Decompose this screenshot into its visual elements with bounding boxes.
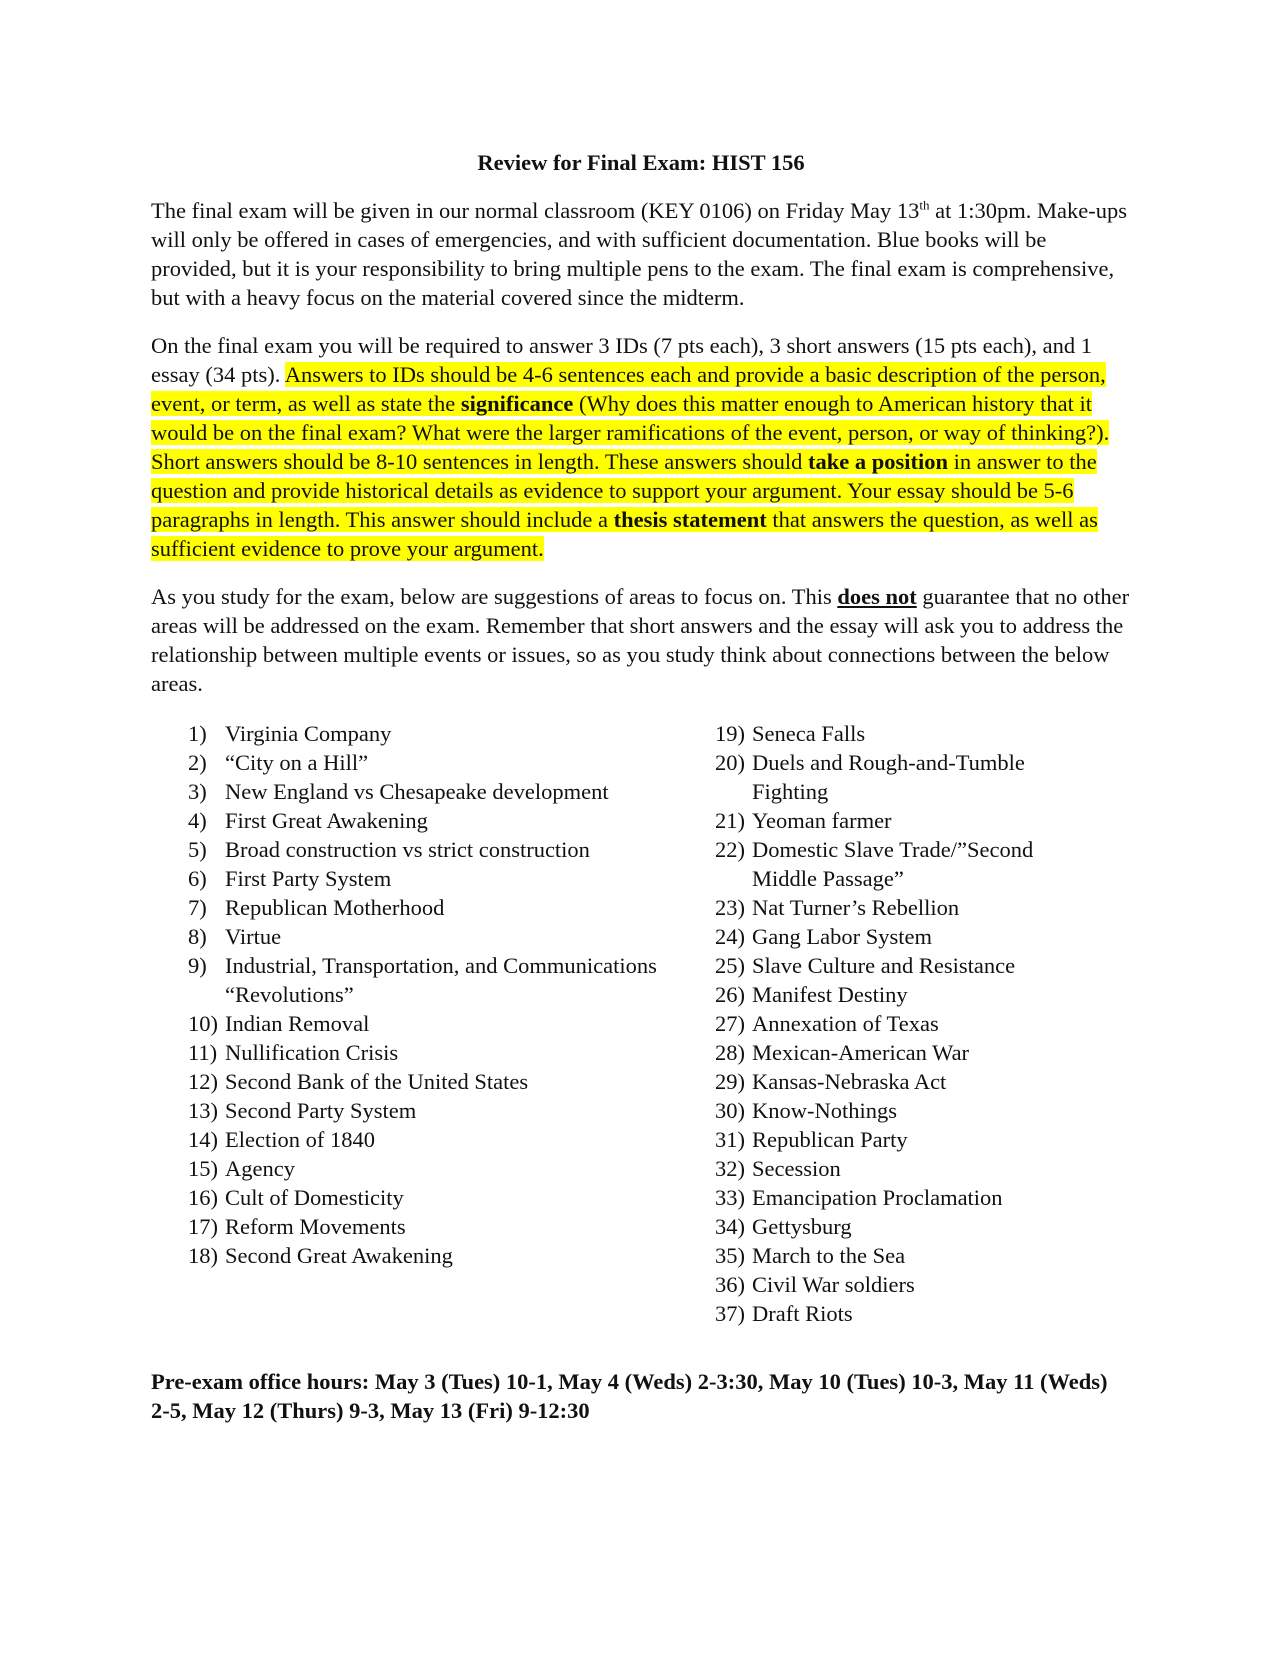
topic-number: 1)	[188, 721, 207, 746]
format-highlight-3: in answer to the question and provide historical details as evidence to support your argument. Your essay should be 5-6 paragraphs in length. This answer should include a	[151, 449, 1097, 532]
topic-label: Second Bank of the United States	[225, 1069, 529, 1094]
topic-item	[188, 951, 715, 1009]
topic-label: Reform Movements	[225, 1214, 406, 1239]
topic-item	[715, 893, 1095, 922]
topic-label: Broad construction vs strict construction	[225, 837, 590, 862]
topic-item	[715, 1299, 1095, 1328]
topic-item	[715, 806, 1095, 835]
topic-number: 20)	[715, 750, 745, 775]
document-page	[151, 148, 1131, 1448]
topic-number: 21)	[715, 808, 745, 833]
topic-item	[715, 1212, 1095, 1241]
topic-label: Manifest Destiny	[752, 982, 908, 1007]
format-highlight-1: Answers to IDs should be 4-6 sentences each and provide a basic description of the person, event, or term, as well as state the	[151, 362, 1106, 416]
topic-item	[715, 748, 1095, 806]
topic-label: Gang Labor System	[752, 924, 932, 949]
topic-item	[188, 864, 715, 893]
significance-emphasis: significance	[460, 391, 574, 416]
topic-label: Civil War soldiers	[752, 1272, 915, 1297]
study-guidance-paragraph	[151, 582, 1131, 698]
topic-item	[715, 719, 1095, 748]
topic-label: “City on a Hill”	[225, 750, 369, 775]
topic-number: 8)	[188, 924, 207, 949]
topic-number: 28)	[715, 1040, 745, 1065]
topic-number: 25)	[715, 953, 745, 978]
topic-label: Gettysburg	[752, 1214, 852, 1239]
format-text-plain: On the final exam you will be required to answer 3 IDs (7 pts each), 3 short answers (15 pts each), and 1 essay (34 pts).	[151, 333, 1092, 387]
topic-item	[715, 1038, 1095, 1067]
page-title: Review for Final Exam: HIST 156	[477, 150, 805, 175]
topic-item	[188, 719, 715, 748]
topic-item	[715, 1270, 1095, 1299]
topic-label: Cult of Domesticity	[225, 1185, 404, 1210]
thesis-statement-emphasis: thesis statement	[613, 507, 767, 532]
topic-number: 9)	[188, 953, 207, 978]
format-highlight-2: (Why does this matter enough to American history that it would be on the final exam? What were the larger ramifications of the event, person, or way of thinking?). Short answers should be 8-10 sentences in length. These answers should	[151, 391, 1110, 474]
topic-number: 15)	[188, 1156, 218, 1181]
topic-number: 33)	[715, 1185, 745, 1210]
topic-number: 7)	[188, 895, 207, 920]
topic-list-left	[151, 719, 715, 1328]
topic-label: Industrial, Transportation, and Communications “Revolutions”	[225, 953, 657, 1007]
topic-label: First Party System	[225, 866, 392, 891]
topic-item	[188, 893, 715, 922]
topic-label: Second Party System	[225, 1098, 417, 1123]
topic-number: 30)	[715, 1098, 745, 1123]
topic-label: Annexation of Texas	[752, 1011, 939, 1036]
topic-label: Nat Turner’s Rebellion	[752, 895, 960, 920]
topic-label: Slave Culture and Resistance	[752, 953, 1016, 978]
topic-item	[715, 922, 1095, 951]
topic-number: 4)	[188, 808, 207, 833]
topic-number: 3)	[188, 779, 207, 804]
topic-item	[188, 1096, 715, 1125]
topic-number: 6)	[188, 866, 207, 891]
topic-item	[188, 806, 715, 835]
topic-number: 37)	[715, 1301, 745, 1326]
topic-number: 26)	[715, 982, 745, 1007]
topic-label: Seneca Falls	[752, 721, 866, 746]
topic-item	[188, 1183, 715, 1212]
topic-label: Emancipation Proclamation	[752, 1185, 1003, 1210]
exam-logistics-paragraph	[151, 196, 1131, 312]
topic-number: 24)	[715, 924, 745, 949]
topic-item	[715, 1154, 1095, 1183]
topic-item	[715, 1183, 1095, 1212]
topic-item	[715, 835, 1095, 893]
topic-label: New England vs Chesapeake development	[225, 779, 609, 804]
topic-list-columns	[151, 719, 1131, 1328]
topic-number: 18)	[188, 1243, 218, 1268]
topic-label: March to the Sea	[752, 1243, 906, 1268]
topic-item	[715, 1241, 1095, 1270]
take-position-emphasis: take a position	[807, 449, 949, 474]
topic-number: 14)	[188, 1127, 218, 1152]
topic-item	[715, 1125, 1095, 1154]
topic-item	[715, 1067, 1095, 1096]
topic-item	[715, 951, 1095, 980]
topic-item	[188, 835, 715, 864]
topic-number: 31)	[715, 1127, 745, 1152]
exam-format-paragraph	[151, 331, 1131, 563]
topic-number: 22)	[715, 837, 745, 862]
topic-number: 27)	[715, 1011, 745, 1036]
topic-item	[188, 777, 715, 806]
topic-item	[188, 922, 715, 951]
topic-number: 35)	[715, 1243, 745, 1268]
topic-number: 16)	[188, 1185, 218, 1210]
topic-label: Secession	[752, 1156, 841, 1181]
topic-label: Virginia Company	[225, 721, 392, 746]
topic-item	[715, 1009, 1095, 1038]
topic-number: 11)	[188, 1040, 218, 1065]
topic-label: Republican Motherhood	[225, 895, 445, 920]
topic-label: Know-Nothings	[752, 1098, 897, 1123]
topic-number: 17)	[188, 1214, 218, 1239]
office-hours-note: Pre-exam office hours: May 3 (Tues) 10-1, May 4 (Weds) 2-3:30, May 10 (Tues) 10-3, May 11 (Weds) 2-5, May 12 (Thurs) 9-3, May 13 (Fri) 9-12:30	[151, 1369, 1108, 1423]
does-not-emphasis: does not	[837, 584, 917, 609]
topic-item	[715, 1096, 1095, 1125]
topic-number: 5)	[188, 837, 207, 862]
topic-label: Election of 1840	[225, 1127, 375, 1152]
logistics-text-rest: at 1:30pm. Make-ups will only be offered in cases of emergencies, and with sufficient documentation. Blue books will be provided, but it is your responsibility to bring multiple pens to the exam. The final exam is comprehensive, but with a heavy focus on the material covered since the midterm.	[151, 198, 1127, 310]
topic-number: 29)	[715, 1069, 745, 1094]
topic-number: 12)	[188, 1069, 218, 1094]
topic-label: Indian Removal	[225, 1011, 370, 1036]
topic-label: Kansas-Nebraska Act	[752, 1069, 947, 1094]
topic-item	[188, 1212, 715, 1241]
topic-number: 2)	[188, 750, 207, 775]
topic-number: 10)	[188, 1011, 218, 1036]
topic-item	[188, 1241, 715, 1270]
topic-number: 36)	[715, 1272, 745, 1297]
topic-item	[188, 1038, 715, 1067]
topic-item	[188, 1009, 715, 1038]
topic-label: First Great Awakening	[225, 808, 428, 833]
topic-label: Nullification Crisis	[225, 1040, 399, 1065]
topic-item	[188, 1154, 715, 1183]
topic-number: 19)	[715, 721, 745, 746]
topic-number: 13)	[188, 1098, 218, 1123]
date-ordinal-suffix: th	[919, 197, 930, 213]
logistics-text-start: The final exam will be given in our normal classroom (KEY 0106) on Friday May 13	[151, 198, 920, 223]
topic-label: Republican Party	[752, 1127, 908, 1152]
topic-label: Virtue	[225, 924, 282, 949]
topic-label: Domestic Slave Trade/”Second Middle Passage”	[752, 837, 1034, 891]
topic-number: 34)	[715, 1214, 745, 1239]
topic-item	[188, 1067, 715, 1096]
topic-label: Yeoman farmer	[752, 808, 892, 833]
topic-item	[715, 980, 1095, 1009]
study-text-rest: guarantee that no other areas will be addressed on the exam. Remember that short answers and the essay will ask you to address the relationship between multiple events or issues, so as you study think about connections between the below areas.	[151, 584, 1130, 696]
topic-item	[188, 748, 715, 777]
topic-label: Draft Riots	[752, 1301, 853, 1326]
format-highlight-4: that answers the question, as well as sufficient evidence to prove your argument.	[151, 507, 1098, 561]
topic-number: 32)	[715, 1156, 745, 1181]
topic-item	[188, 1125, 715, 1154]
topic-label: Mexican-American War	[752, 1040, 970, 1065]
topic-number: 23)	[715, 895, 745, 920]
topic-list-right	[715, 719, 1095, 1328]
study-text-start: As you study for the exam, below are suggestions of areas to focus on. This	[151, 584, 838, 609]
topic-label: Second Great Awakening	[225, 1243, 453, 1268]
topic-label: Duels and Rough-and-Tumble Fighting	[752, 750, 1025, 804]
topic-label: Agency	[225, 1156, 295, 1181]
